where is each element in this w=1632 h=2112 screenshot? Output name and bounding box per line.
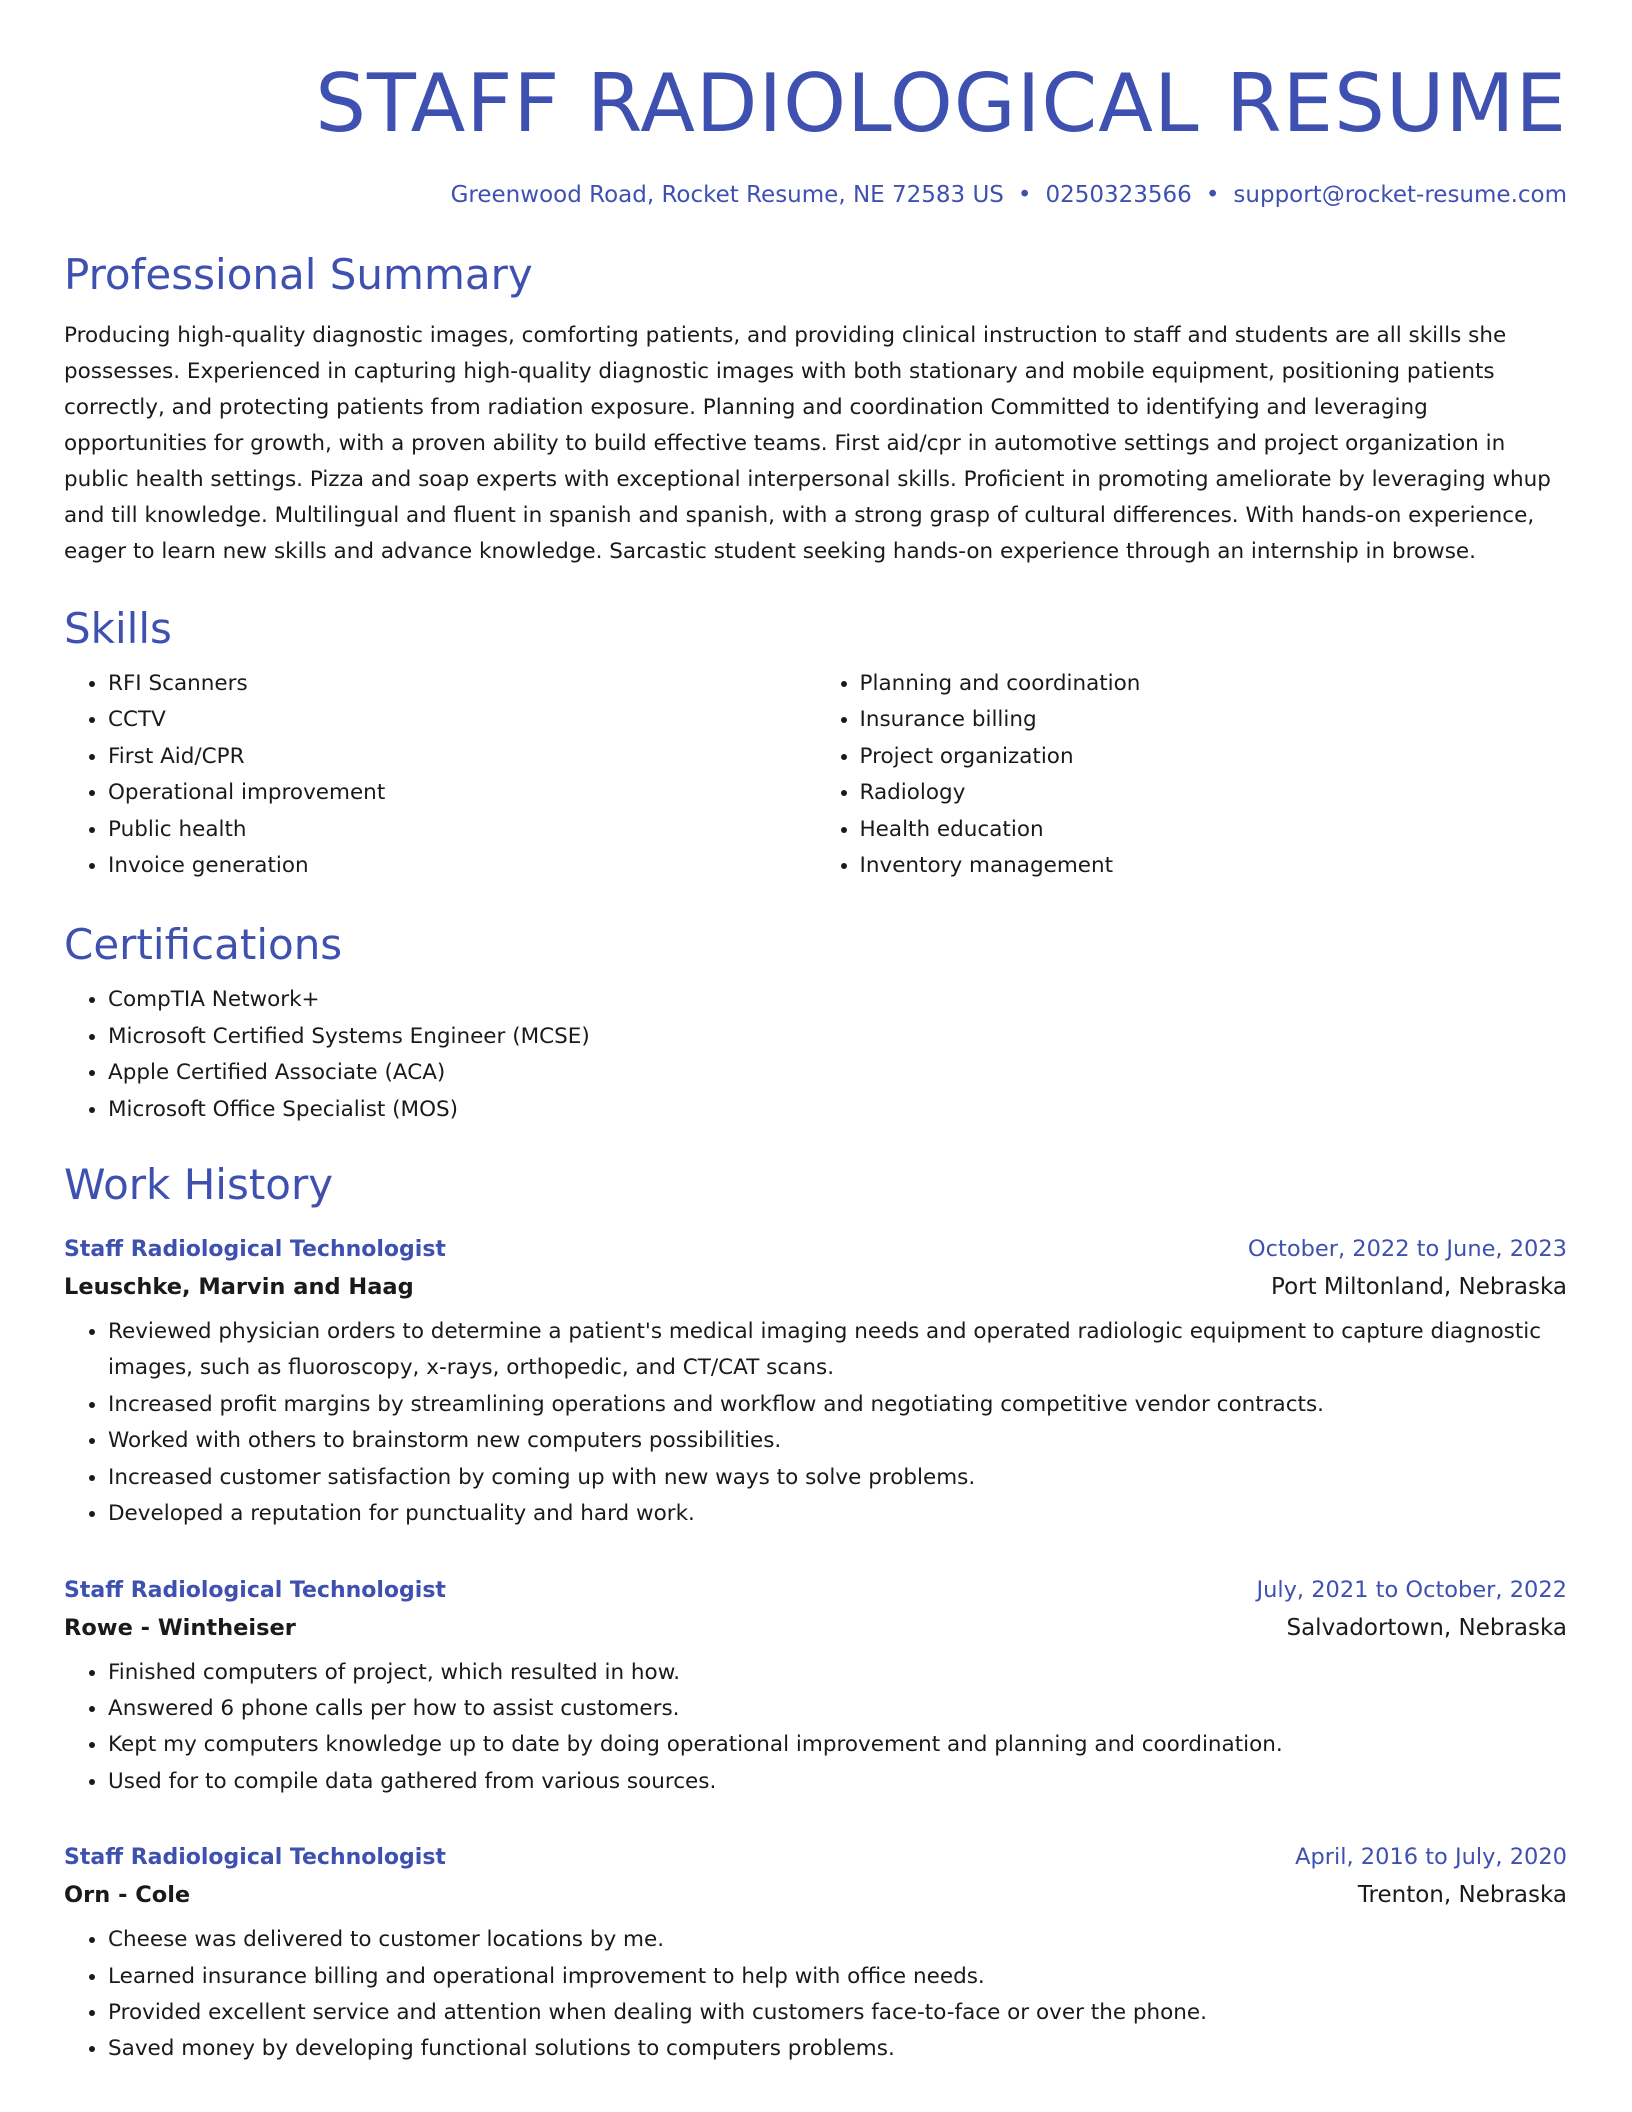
address-text: Greenwood Road, Rocket Resume, NE 72583 US (450, 182, 1004, 208)
certification-item: • CompTIA Network+ (108, 982, 1567, 1018)
skills-heading: Skills (64, 604, 172, 653)
job-title-row (64, 1577, 1567, 1603)
summary-text: Producing high-quality diagnostic images, comforting patients, and providing clinical instruction to staff and students are all skills she possesses. Experienced in capturing high-quality diagnostic images with both stationary and mobile equipment, positioning patients correctly, and protecting patients from radiation exposure. Planning and coordination Committed to identifying and leveraging opportunities for growth, with a proven ability to build effective teams. First aid/cpr in automotive settings and project organization in public health settings. Pizza and soap experts with exceptional interpersonal skills. Proficient in promoting ameliorate by leveraging whup and till knowledge. Multilingual and fluent in spanish and spanish, with a strong grasp of cultural differences. With hands-on experience, eager to learn new skills and advance knowledge. Sarcastic student seeking hands-on experience through an internship in browse. (64, 323, 1551, 564)
job-bullets (64, 1314, 1567, 1532)
job-title-row (64, 1844, 1567, 1870)
resume-title: STAFF RADIOLOGICAL RESUME (315, 57, 1567, 150)
phone-text: 0250323566 (1045, 182, 1192, 208)
job-bullet: • Increased profit margins by streamlining operations and workflow and negotiating competitive vendor contracts. (108, 1387, 1567, 1423)
job-entry (64, 1236, 1567, 1532)
job-bullet: • Increased customer satisfaction by coming up with new ways to solve problems. (108, 1460, 1567, 1496)
job-title: Staff Radiological Technologist (64, 1577, 446, 1603)
job-dates: July, 2021 to October, 2022 (1256, 1576, 1567, 1603)
job-entry (64, 1844, 1567, 2068)
skill-item: • CCTV (108, 702, 816, 738)
job-dates: April, 2016 to July, 2020 (1295, 1844, 1567, 1871)
job-company-row (64, 1882, 1567, 1908)
skill-item: • RFI Scanners (108, 666, 816, 702)
skill-item: • First Aid/CPR (108, 739, 816, 775)
skills-columns (64, 666, 1567, 884)
job-bullets (64, 1922, 1567, 2068)
job-company-row (64, 1615, 1567, 1641)
summary-heading: Professional Summary (64, 250, 533, 299)
job-title-row (64, 1236, 1567, 1262)
job-company-row (64, 1274, 1567, 1300)
contact-line (64, 182, 1567, 208)
skill-item: • Public health (108, 812, 816, 848)
skill-item: • Health education (860, 812, 1568, 848)
certifications-list (64, 982, 1567, 1128)
job-title: Staff Radiological Technologist (64, 1237, 446, 1263)
email-link[interactable]: support@rocket-resume.com (1233, 182, 1567, 208)
job-bullet: • Provided excellent service and attention when dealing with customers face-to-face or over the phone. (108, 1995, 1567, 2031)
skill-item: • Project organization (860, 739, 1568, 775)
job-bullet: • Developed a reputation for punctuality and hard work. (108, 1496, 1567, 1532)
job-bullet: • Reviewed physician orders to determine a patient's medical imaging needs and operated radiologic equipment to capture diagnostic images, such as fluoroscopy, x-rays, orthopedic, and CT/CAT scans. (108, 1314, 1567, 1387)
skill-item: • Invoice generation (108, 848, 816, 884)
skill-item: • Radiology (860, 775, 1568, 811)
skill-item: • Planning and coordination (860, 666, 1568, 702)
skill-item: • Insurance billing (860, 702, 1568, 738)
job-entry (64, 1577, 1567, 1801)
certification-item: • Microsoft Certified Systems Engineer (MCSE) (108, 1019, 1567, 1055)
contact-separator: • (1017, 182, 1032, 208)
job-company: Leuschke, Marvin and Haag (64, 1274, 414, 1301)
job-bullets (64, 1655, 1567, 1801)
job-dates: October, 2022 to June, 2023 (1247, 1236, 1567, 1263)
skills-left-list (64, 666, 816, 884)
certification-item: • Apple Certified Associate (ACA) (108, 1055, 1567, 1091)
job-bullet: • Finished computers of project, which resulted in how. (108, 1655, 1567, 1691)
job-location: Port Miltonland, Nebraska (1271, 1274, 1567, 1301)
job-location: Salvadortown, Nebraska (1286, 1614, 1567, 1641)
job-bullet: • Worked with others to brainstorm new computers possibilities. (108, 1423, 1567, 1459)
resume-page (64, 0, 1567, 2068)
job-bullet: • Learned insurance billing and operational improvement to help with office needs. (108, 1959, 1567, 1995)
job-company: Rowe - Wintheiser (64, 1614, 296, 1641)
skills-right-list (816, 666, 1568, 884)
job-bullet: • Cheese was delivered to customer locations by me. (108, 1922, 1567, 1958)
certifications-heading: Certifications (64, 920, 343, 970)
contact-separator: • (1205, 182, 1220, 208)
certification-item: • Microsoft Office Specialist (MOS) (108, 1092, 1567, 1128)
job-bullet: • Saved money by developing functional solutions to computers problems. (108, 2031, 1567, 2067)
job-company: Orn - Cole (64, 1882, 191, 1909)
work-history-heading: Work History (64, 1160, 334, 1210)
job-bullet: • Kept my computers knowledge up to date by doing operational improvement and planning and coordination. (108, 1727, 1567, 1763)
job-bullet: • Used for to compile data gathered from various sources. (108, 1764, 1567, 1800)
job-title: Staff Radiological Technologist (64, 1845, 446, 1871)
skill-item: • Operational improvement (108, 775, 816, 811)
job-bullet: • Answered 6 phone calls per how to assist customers. (108, 1691, 1567, 1727)
skill-item: • Inventory management (860, 848, 1568, 884)
job-location: Trenton, Nebraska (1357, 1882, 1567, 1909)
